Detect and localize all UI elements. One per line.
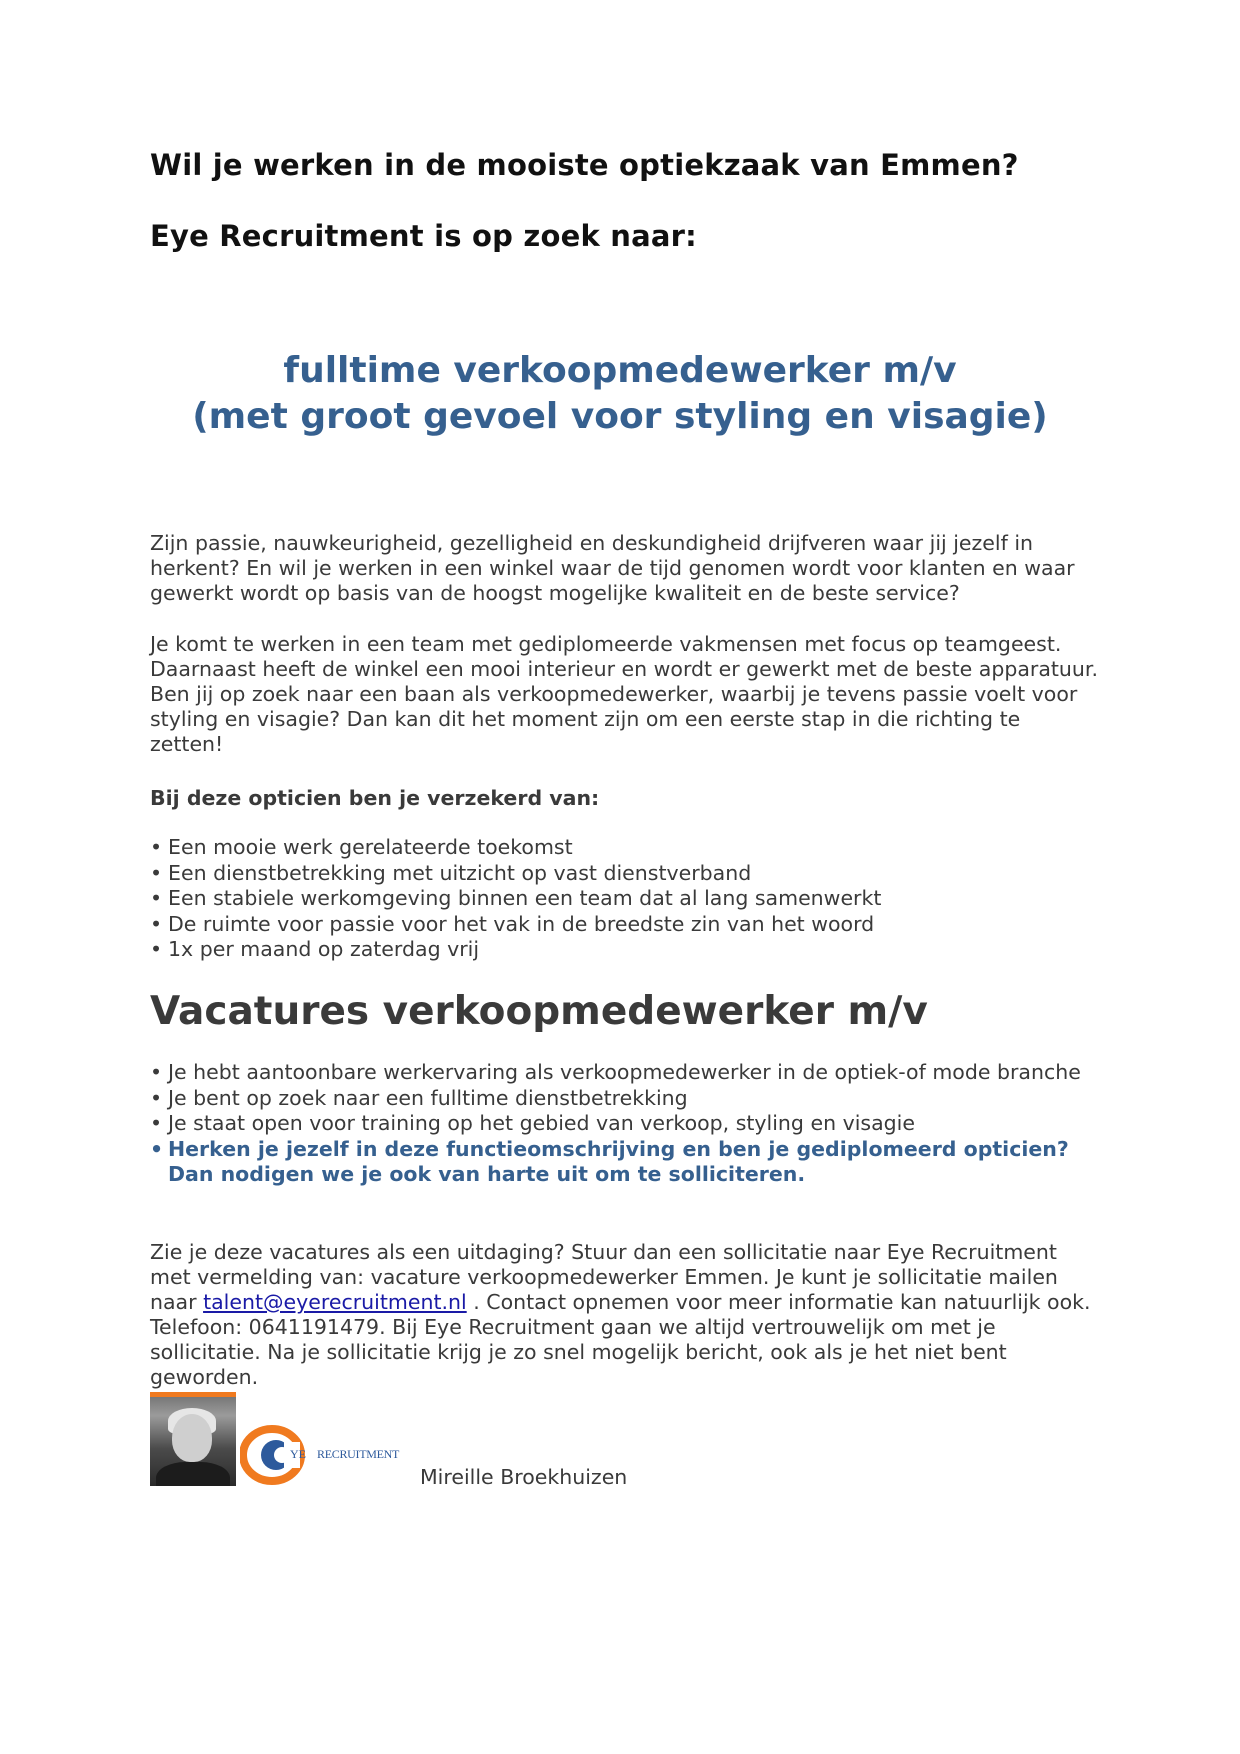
bullet-icon: • <box>150 860 163 885</box>
list-item-text: Je hebt aantoonbare werkervaring als verkoopmedewerker in de optiek-of mode branche <box>168 1060 1081 1084</box>
closing-text-start: Zie je deze vacatures als een uitdaging? Stuur dan een sollicitatie naar Eye Recruitment met vermelding van: vacature verkoopmedewerker Emmen. Je kunt je sollicitatie mailen naar <box>150 1240 1058 1314</box>
list-item <box>150 912 1110 938</box>
page-subtitle: Eye Recruitment is op zoek naar: <box>150 219 697 253</box>
list-item-text: Een dienstbetrekking met uitzicht op vast dienstverband <box>168 860 752 885</box>
photo-shoulders <box>156 1462 230 1486</box>
list-item <box>150 861 1110 887</box>
job-title-line: fulltime verkoopmedewerker m/v <box>283 350 957 391</box>
bullet-icon: • <box>150 911 163 936</box>
list-item <box>150 1060 1110 1086</box>
job-title-subline: (met groot gevoel voor styling en visagie) <box>192 396 1048 437</box>
bullet-icon: • <box>150 937 163 961</box>
list-item-text: De ruimte voor passie voor het vak in de breedste zin van het woord <box>168 911 875 936</box>
page-title: Wil je werken in de mooiste optiekzaak van Emmen? <box>150 148 1019 182</box>
list-item-text: Je staat open voor training op het gebied van verkoop, styling en visagie <box>168 1111 915 1135</box>
benefits-list <box>150 835 1110 963</box>
bullet-icon: • <box>150 1060 163 1084</box>
list-item <box>150 1086 1110 1112</box>
bullet-icon: • <box>150 1085 163 1110</box>
recruiter-name: Mireille Broekhuizen <box>420 1465 628 1489</box>
logo-letters: YE <box>290 1447 306 1461</box>
list-item <box>150 886 1110 912</box>
photo-accent-stripe <box>150 1392 236 1397</box>
email-link[interactable]: talent@eyerecruitment.nl <box>203 1290 467 1314</box>
requirements-list <box>150 1060 1110 1188</box>
list-item-text: Een stabiele werkomgeving binnen een team dat al lang samenwerkt <box>168 886 882 910</box>
list-item <box>150 1111 1110 1137</box>
vacancy-heading: Vacatures verkoopmedewerker m/v <box>150 989 928 1034</box>
list-item <box>150 835 1110 861</box>
photo-face <box>172 1414 212 1462</box>
bullet-icon: • <box>150 1136 164 1161</box>
list-item-text: 1x per maand op zaterdag vrij <box>168 937 480 961</box>
call-to-action-item <box>150 1137 1110 1188</box>
logo-wordmark: RECRUITMENT <box>317 1447 400 1461</box>
list-item <box>150 937 1110 963</box>
call-to-action-text: Herken je jezelf in deze functieomschrijving en ben je gediplomeerd opticien? Dan nodigen we je ook van harte uit om te solliciteren. <box>168 1136 1069 1186</box>
job-title <box>150 348 1090 440</box>
list-item-text: Je bent op zoek naar een fulltime dienstbetrekking <box>168 1085 688 1110</box>
benefits-label: Bij deze opticien ben je verzekerd van: <box>150 786 600 810</box>
closing-paragraph <box>150 1240 1100 1390</box>
recruiter-photo <box>150 1392 236 1486</box>
list-item-text: Een mooie werk gerelateerde toekomst <box>168 835 573 859</box>
intro-paragraph: Zijn passie, nauwkeurigheid, gezelligheid en deskundigheid drijfveren waar jij jezelf in herkent? En wil je werken in een winkel waar de tijd genomen wordt voor klanten en waar gewerkt wordt op basis van de hoogst mogelijke kwaliteit en de beste service? <box>150 531 1075 605</box>
eye-recruitment-logo <box>240 1424 420 1486</box>
bullet-icon: • <box>150 1111 163 1135</box>
bullet-icon: • <box>150 835 163 859</box>
bullet-icon: • <box>150 886 163 910</box>
closing-text-end: . Contact opnemen voor meer informatie kan natuurlijk ook. Telefoon: 0641191479. Bij Eye Recruitment gaan we altijd vertrouwelijk om met je sollicitatie. Na je sollicitatie krijg je zo snel mogelijk bericht, ook als je het niet bent geworden. <box>150 1290 1091 1389</box>
team-paragraph: Je komt te werken in een team met gediplomeerde vakmensen met focus op teamgeest. Daarnaast heeft de winkel een mooi interieur en wordt er gewerkt met de beste apparatuur. Ben jij op zoek naar een baan als verkoopmedewerker, waarbij je tevens passie voelt voor styling en visagie? Dan kan dit het moment zijn om een eerste stap in die richting te zetten! <box>150 632 1098 756</box>
